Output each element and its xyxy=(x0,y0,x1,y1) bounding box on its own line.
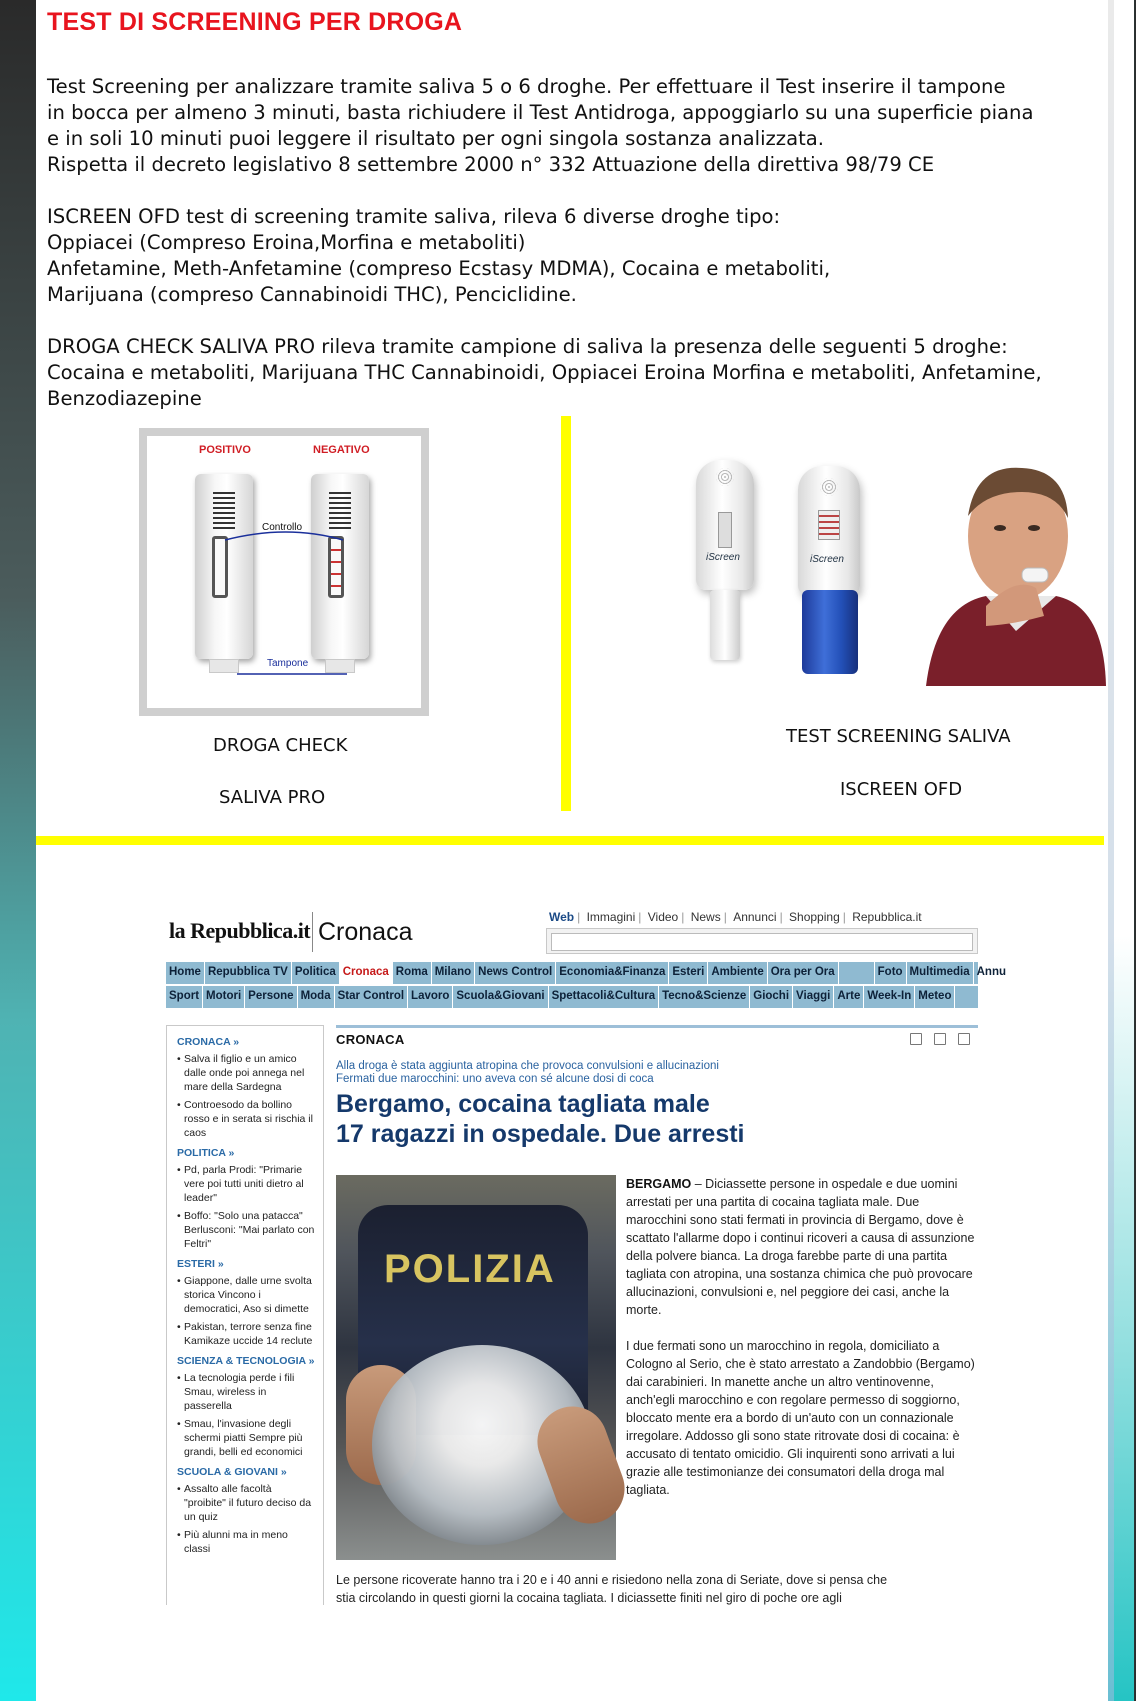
nav-item[interactable]: Meteo xyxy=(915,986,955,1008)
logo-separator xyxy=(312,912,313,952)
search-input[interactable] xyxy=(546,928,978,954)
iscreen-blue-cup xyxy=(802,590,858,674)
intro-line: e in soli 10 minuti puoi leggere il risultato per ogni singola sostanza analizzata. xyxy=(47,127,825,150)
page-content xyxy=(36,0,1108,1701)
tampone-label: Tampone xyxy=(267,658,309,669)
intro-line: Anfetamine, Meth-Anfetamine (compreso Ecstasy MDMA), Cocaina e metaboliti, xyxy=(47,257,831,280)
repubblica-article-screenshot xyxy=(166,900,1006,1605)
nav-item[interactable]: Week-In xyxy=(864,986,915,1008)
search-tab-video[interactable]: Video xyxy=(647,910,679,924)
nav-item[interactable]: Spettacoli&Cultura xyxy=(549,986,660,1008)
nav-item[interactable]: Arte xyxy=(834,986,864,1008)
page-title: TEST DI SCREENING PER DROGA xyxy=(47,8,463,36)
nav-item[interactable]: Esteri xyxy=(669,962,708,984)
controllo-label: Controllo xyxy=(262,522,303,533)
article-paragraph: I due fermati sono un marocchino in regola, domiciliato a Cologno al Serio, che è stato arrestato a Zandobbio (Bergamo) dai carabinieri. In manette anche un altro ventinovenne, anch'egli marocchino e con regolare permesso di soggiorno, bloccato mente era a bordo di un'auto con un connazionale irregolare. Addosso gli sono state ritrovate dosi di cocaina: è accusato di tentato omicidio. Gli inquirenti sono arrivati a lui grazie alle testimonianze dei consumatori della droga mal tagliata. xyxy=(626,1339,975,1497)
diagram-canvas xyxy=(147,436,421,708)
headline-line: Bergamo, cocaina tagliata male xyxy=(336,1090,710,1118)
sidebar-link[interactable]: • Controesodo da bollino rosso e in serata si rischia il caos xyxy=(177,1098,315,1140)
nav-item[interactable]: Milano xyxy=(432,962,475,984)
intro-line: Test Screening per analizzare tramite saliva 5 o 6 droghe. Per effettuare il Test inserire il tampone xyxy=(47,75,1006,98)
nav-item[interactable]: Viaggi xyxy=(793,986,834,1008)
person-swab-photo xyxy=(926,456,1106,686)
nav-item[interactable]: Star Control xyxy=(335,986,408,1008)
intro-line: DROGA CHECK SALIVA PRO rileva tramite campione di saliva la presenza delle seguenti 5 droghe: xyxy=(47,335,1008,358)
article-tools xyxy=(910,1033,970,1045)
yellow-horizontal-divider xyxy=(36,836,1104,845)
iscreen-brand-2: iScreen xyxy=(810,554,844,565)
nav-item[interactable]: Annu xyxy=(974,962,1010,984)
intro-line: Oppiacei (Compreso Eroina,Morfina e metaboliti) xyxy=(47,231,526,254)
nav-item[interactable]: Lavoro xyxy=(408,986,453,1008)
droga-check-diagram xyxy=(139,428,429,716)
sidebar-heading-cronaca[interactable]: CRONACA » xyxy=(177,1036,240,1048)
nav-item[interactable]: Persone xyxy=(245,986,297,1008)
sidebar-link[interactable]: • Smau, l'invasione degli schermi piatti Sempre più grandi, belli ed economici xyxy=(177,1417,315,1459)
headline-line: 17 ragazzi in ospedale. Due arresti xyxy=(336,1120,745,1148)
sidebar-link[interactable]: • Salva il figlio e un amico dalle onde poi annega nel mare della Sardegna xyxy=(177,1052,315,1094)
nav-item[interactable]: Foto xyxy=(875,962,907,984)
search-tab-immagini[interactable]: Immagini xyxy=(586,910,636,924)
article-paragraph xyxy=(626,1175,978,1319)
negativo-label: NEGATIVO xyxy=(313,444,370,456)
article-kicker: Alla droga è stata aggiunta atropina che provoca convulsioni e allucinazioni xyxy=(336,1060,719,1072)
sidebar-heading-scuola[interactable]: SCUOLA & GIOVANI » xyxy=(177,1466,287,1478)
sidebar xyxy=(166,1025,324,1605)
intro-text xyxy=(47,74,1107,412)
article-paragraph-text: – Diciassette persone in ospedale e due uomini arrestati per una partita di cocaina tagliata male. Due marocchini sono stati fermati in provincia di Bergamo, dove è scattato l'allarme dopo i continui ricoveri a causa di assunzione della polvere bianca. La droga farebbe parte di una partita tagliata con atropina, una sostanza chimica che può provocare allucinazioni, convulsioni e, nel peggiore dei casi, anche la morte. xyxy=(626,1177,975,1317)
positivo-label: POSITIVO xyxy=(199,444,251,456)
intro-line: ISCREEN OFD test di screening tramite saliva, rileva 6 diverse droghe tipo: xyxy=(47,205,781,228)
swab-handle xyxy=(710,590,740,660)
email-icon[interactable] xyxy=(934,1033,946,1045)
nav-item[interactable]: Repubblica TV xyxy=(205,962,292,984)
caption-saliva-pro: SALIVA PRO xyxy=(219,787,326,808)
article-dateline: BERGAMO xyxy=(626,1177,692,1191)
nav-item[interactable]: Home xyxy=(166,962,205,984)
sidebar-link[interactable]: • Assalto alle facoltà "proibite" il futuro deciso da un quiz xyxy=(177,1482,315,1524)
sidebar-link[interactable]: • La tecnologia perde i fili Smau, wireless in passerella xyxy=(177,1371,315,1413)
nav-item[interactable]: Multimedia xyxy=(907,962,974,984)
right-decorative-border xyxy=(1108,0,1134,1701)
iscreen-product-image xyxy=(636,440,1136,710)
sidebar-link[interactable]: • Boffo: "Solo una patacca" Berlusconi: "Mai parlato con Feltri" xyxy=(177,1209,315,1251)
nav-item[interactable]: Tecno&Scienze xyxy=(659,986,750,1008)
search-tabs: Web | Immagini | Video | News | Annunci | Shopping | Repubblica.it xyxy=(546,910,925,924)
repubblica-logo[interactable]: la Repubblica.it xyxy=(169,918,311,943)
intro-line: Benzodiazepine xyxy=(47,387,202,410)
nav-item[interactable]: News Control xyxy=(475,962,556,984)
left-decorative-border xyxy=(0,0,36,1701)
main-nav xyxy=(166,962,1006,984)
intro-line: in bocca per almeno 3 minuti, basta richiudere il Test Antidroga, appoggiarlo su una superficie piana xyxy=(47,101,1034,124)
section-title: Cronaca xyxy=(318,918,413,946)
nav-item[interactable]: Roma xyxy=(393,962,432,984)
sidebar-heading-esteri[interactable]: ESTERI » xyxy=(177,1258,224,1270)
intro-line: Marijuana (compreso Cannabinoidi THC), Penciclidine. xyxy=(47,283,577,306)
search-tab-repubblica[interactable]: Repubblica.it xyxy=(852,910,922,924)
nav-item[interactable]: Ambiente xyxy=(708,962,767,984)
police-cocaine-photo xyxy=(336,1175,616,1560)
article-section-name: CRONACA xyxy=(336,1032,405,1047)
sidebar-link[interactable]: • Pd, parla Prodi: "Primarie vere poi tutti uniti dietro al leader" xyxy=(177,1163,315,1205)
iscreen-device-1 xyxy=(696,460,754,590)
nav-spacer xyxy=(839,962,875,984)
section-bar xyxy=(336,1025,978,1028)
caption-test-screening-saliva: TEST SCREENING SALIVA xyxy=(786,726,1011,747)
sidebar-link[interactable]: • Più alunni ma in meno classi xyxy=(177,1528,315,1556)
nav-item[interactable]: Politica xyxy=(292,962,340,984)
article-headline xyxy=(336,1089,745,1149)
nav-item[interactable]: Giochi xyxy=(750,986,793,1008)
nav-item-active[interactable]: Cronaca xyxy=(340,962,393,984)
nav-item[interactable]: Moda xyxy=(298,986,335,1008)
article-kicker-2: Fermati due marocchini: uno aveva con sé alcune dosi di coca xyxy=(336,1073,654,1085)
intro-line: Cocaina e metaboliti, Marijuana THC Cannabinoidi, Oppiacei Eroina Morfina e metaboliti, Anfetamine, xyxy=(47,361,1042,384)
iscreen-brand-1: iScreen xyxy=(706,552,740,563)
sidebar-link[interactable]: • Pakistan, terrore senza fine Kamikaze uccide 14 reclute xyxy=(177,1320,315,1348)
nav-item[interactable]: Economia&Finanza xyxy=(556,962,669,984)
nav-item[interactable]: Motori xyxy=(203,986,245,1008)
nav-item[interactable]: Sport xyxy=(166,986,203,1008)
secondary-nav xyxy=(166,986,978,1008)
search-tab-shopping[interactable]: Shopping xyxy=(789,910,840,924)
sidebar-heading-politica[interactable]: POLITICA » xyxy=(177,1147,235,1159)
sidebar-heading-scienza[interactable]: SCIENZA & TECNOLOGIA » xyxy=(177,1355,315,1367)
sidebar-link[interactable]: • Giappone, dalle urne svolta storica Vincono i democratici, Aso si dimette xyxy=(177,1274,315,1316)
article-body xyxy=(626,1175,978,1517)
caption-droga-check: DROGA CHECK xyxy=(213,735,348,756)
print-icon[interactable] xyxy=(910,1033,922,1045)
caption-iscreen-ofd: ISCREEN OFD xyxy=(840,779,963,800)
article-line-cut: stia circolando in questi giorni la cocaina tagliata. I diciassette finiti nel giro di poche ore agli xyxy=(336,1591,842,1605)
nav-item[interactable]: Ora per Ora xyxy=(768,962,839,984)
nav-item[interactable]: Scuola&Giovani xyxy=(453,986,548,1008)
intro-line: Rispetta il decreto legislativo 8 settembre 2000 n° 332 Attuazione della direttiva 98/79 CE xyxy=(47,153,935,176)
mobile-icon[interactable] xyxy=(958,1033,970,1045)
iscreen-device-2 xyxy=(798,466,860,596)
photo-polizia-text: POLIZIA xyxy=(384,1247,556,1291)
search-tab-web[interactable]: Web xyxy=(549,910,575,924)
search-tab-news[interactable]: News xyxy=(690,910,721,924)
article-continuation xyxy=(336,1571,978,1605)
search-tab-annunci[interactable]: Annunci xyxy=(733,910,777,924)
yellow-vertical-divider xyxy=(561,416,571,811)
article-line: Le persone ricoverate hanno tra i 20 e i 40 anni e risiedono nella zona di Seriate, dove si pensa che xyxy=(336,1573,888,1587)
